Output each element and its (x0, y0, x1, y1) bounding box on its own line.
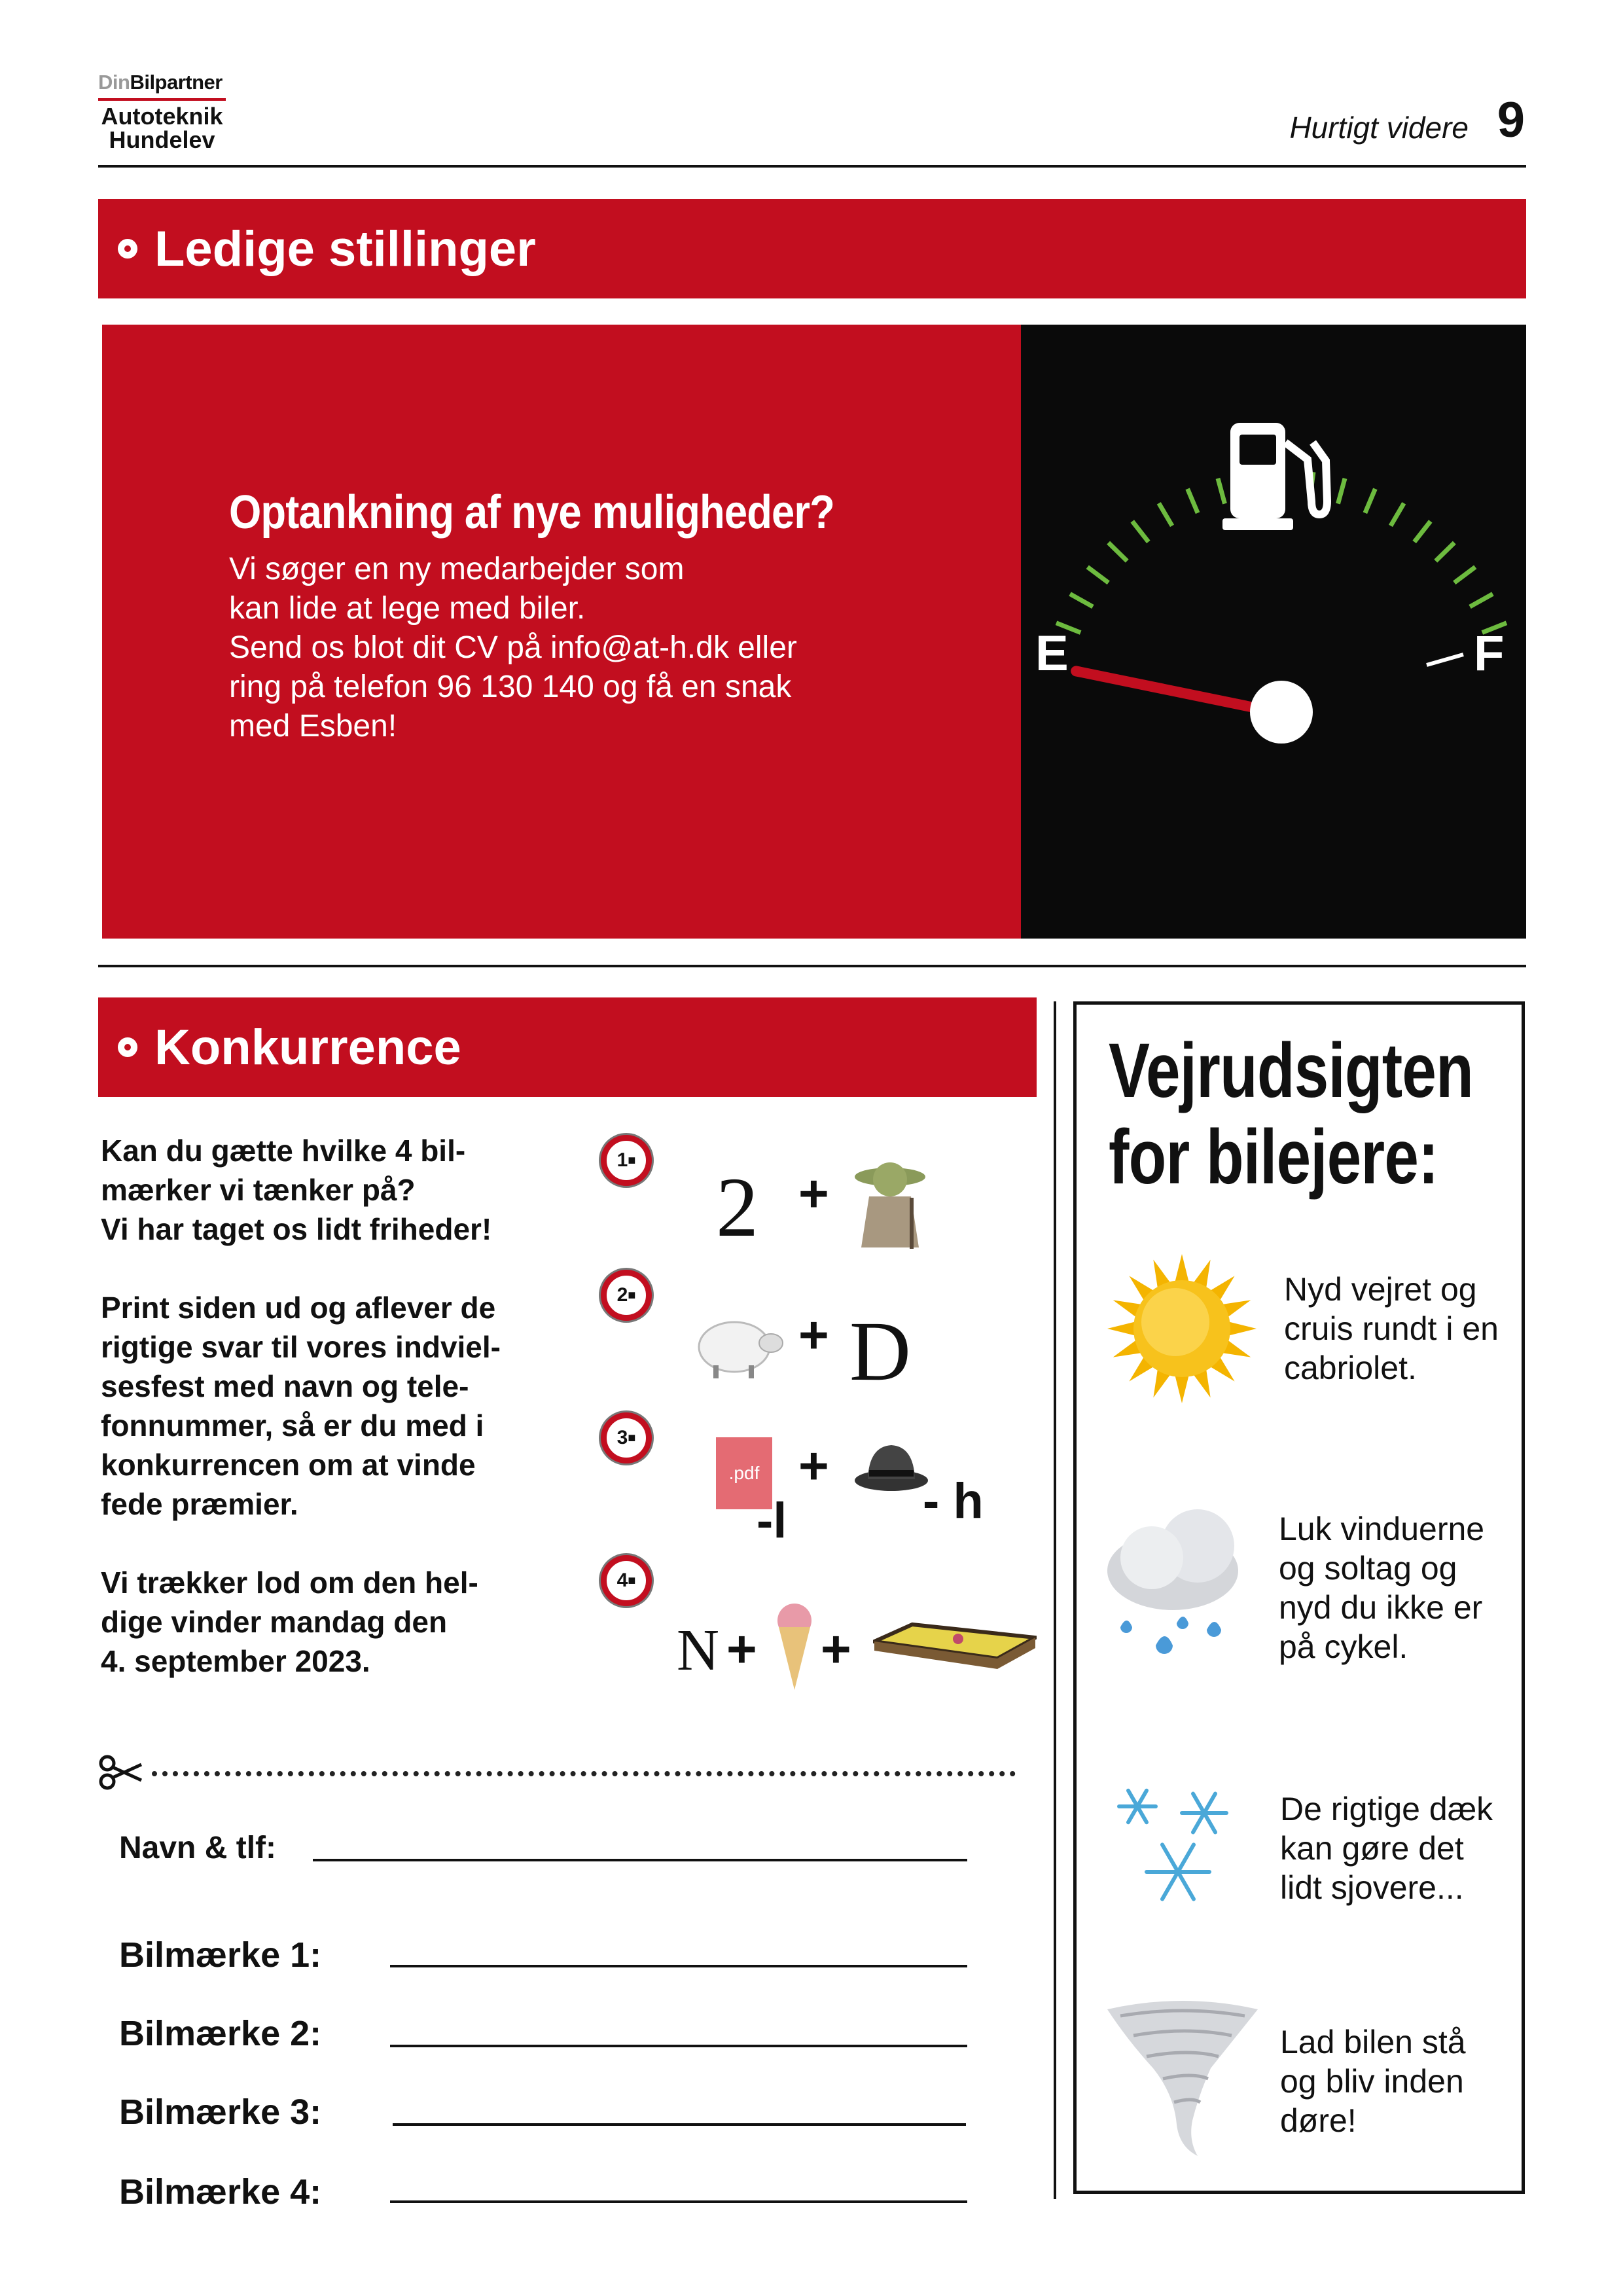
puzzle-2-letter: D (849, 1304, 911, 1399)
puzzle-badge-3: 3 ■ (601, 1412, 652, 1463)
gauge-tick (1365, 489, 1376, 513)
gauge-full-label: F (1474, 626, 1505, 681)
yoda-figure-icon (851, 1152, 929, 1250)
brand-3-label: Bilmærke 3: (119, 2092, 322, 2132)
weather-sun-text: Nyd vejret og cruis rundt i en cabriolet. (1284, 1271, 1499, 1386)
name-phone-field[interactable] (313, 1859, 967, 1861)
gauge-full-mark (1427, 655, 1463, 665)
puzzle-3-plus: + (798, 1437, 829, 1495)
snowflake-arm (1128, 1791, 1137, 1806)
puzzle-badge-2: 2 ■ (601, 1270, 652, 1321)
tornado-icon (1101, 1996, 1264, 2160)
gauge-tick (1414, 521, 1431, 542)
gauge-tick (1470, 594, 1493, 607)
weather-rain-text: Luk vinduerne og soltag og nyd du ikke er på cykel. (1279, 1511, 1485, 1665)
jobs-body: Vi søger en ny medarbejder som kan lide at lege med biler. Send os blot dit CV på info@at-h.dk eller ring på telefon 96 130 140 og få en snak med Esben! (229, 552, 797, 744)
puzzle-1-plus: + (798, 1164, 829, 1223)
gauge-empty-label: E (1035, 626, 1069, 681)
snowflake-arm (1137, 1806, 1147, 1822)
weather-title: Vejrudsigten for bilejere: (1109, 1028, 1473, 1200)
snowflake-arm (1178, 1872, 1194, 1899)
header-rule (98, 165, 1526, 168)
sheep-icon (694, 1309, 785, 1381)
contest-intro: Kan du gætte hvilke 4 bil- mærker vi tænker på? Vi har taget os lidt friheder! Print siden ud og aflever de rigtige svar til vores indviel- sesfest med navn og tele- fonnummer, så er du med i konkurrencen om at vinde fede præmier. Vi trækker lod om den hel- dige vinder mandag den 4. september 2023. (101, 1134, 501, 1678)
pdf-file-icon: .pdf (716, 1437, 772, 1509)
snowflake-arm (1178, 1844, 1194, 1872)
brand-2-field[interactable] (390, 2045, 967, 2047)
gauge-tick (1088, 567, 1109, 583)
sun-ray (1107, 1321, 1137, 1336)
puzzle-badge-4: 4 ■ (601, 1555, 652, 1606)
brand-1-label: Bilmærke 1: (119, 1935, 322, 1975)
fuel-gauge-panel (1021, 325, 1526, 939)
weather-tornado-text: Lad bilen stå og bliv inden døre! (1280, 2024, 1466, 2139)
gauge-tick (1338, 478, 1345, 504)
snowflake-arm (1204, 1794, 1215, 1813)
puzzle-badge-1: 1 ■ (601, 1135, 652, 1186)
column-divider (1054, 1001, 1056, 2199)
brand-1-field[interactable] (390, 1965, 967, 1967)
brand-4-label: Bilmærke 4: (119, 2172, 322, 2212)
puzzle-3-minus-h: - h (923, 1473, 984, 1529)
rain-cloud-icon (1099, 1499, 1257, 1672)
snowflake-arm (1193, 1813, 1204, 1832)
puzzle-4-plus-1: + (726, 1620, 757, 1678)
ice-cream-icon (775, 1601, 814, 1693)
logo-rule (98, 98, 226, 101)
gauge-tick (1159, 503, 1172, 526)
bullet-icon (118, 1037, 137, 1057)
logo-name: Autoteknik Hundelev (101, 103, 223, 153)
snowflake-arm (1128, 1806, 1137, 1822)
gauge-tick (1218, 478, 1224, 504)
sun-icon (1105, 1251, 1259, 1406)
page-number: 9 (1497, 92, 1525, 148)
jobs-heading: Ledige stillinger (154, 221, 536, 277)
sandbox-icon (873, 1622, 1037, 1674)
name-phone-label: Navn & tlf: (119, 1831, 276, 1865)
contest-heading: Konkurrence (154, 1019, 461, 1075)
contest-heading-bar (98, 997, 1037, 1097)
logo-dinbilpartner: DinBilpartner (98, 71, 223, 94)
brand-3-field[interactable] (393, 2123, 966, 2126)
gauge-tick (1454, 567, 1475, 583)
gauge-hub (1250, 681, 1313, 744)
jobs-heading-bar (98, 199, 1526, 298)
puzzle-2-plus: + (798, 1306, 829, 1364)
hat-icon (852, 1437, 931, 1496)
snowflake-arm (1137, 1791, 1147, 1806)
bullet-icon (118, 239, 137, 259)
snowflake-arm (1193, 1794, 1204, 1813)
puzzle-1-number: 2 (716, 1160, 758, 1255)
brand-2-label: Bilmærke 2: (119, 2014, 322, 2053)
gauge-tick (1391, 503, 1404, 526)
brand-4-field[interactable] (390, 2200, 967, 2203)
scissors-icon (98, 1754, 144, 1791)
cut-line (152, 1771, 1016, 1776)
fuel-pump-icon (1222, 423, 1327, 530)
snowflake-arm (1204, 1813, 1215, 1832)
snowflake-arm (1162, 1844, 1178, 1872)
jobs-title: Optankning af nye muligheder? (229, 486, 834, 539)
sun-ray (1175, 1374, 1189, 1403)
puzzle-4-letter: N (677, 1618, 719, 1683)
section-rule (98, 965, 1526, 967)
gauge-tick (1188, 489, 1198, 513)
snowflake-icon (1115, 1780, 1246, 1911)
sun-ray (1227, 1321, 1257, 1336)
weather-snow-text: De rigtige dæk kan gøre det lidt sjovere... (1280, 1791, 1493, 1906)
gauge-tick (1109, 543, 1128, 561)
fuel-gauge-icon (1021, 325, 1526, 939)
gauge-tick (1436, 543, 1455, 561)
snowflake-arm (1162, 1872, 1178, 1899)
section-tag: Hurtigt videre (1289, 111, 1469, 145)
gauge-tick (1070, 594, 1093, 607)
puzzle-3-minus-l: -l (757, 1493, 787, 1549)
puzzle-4-plus-2: + (821, 1620, 851, 1678)
sun-ray (1175, 1254, 1189, 1283)
gauge-tick (1132, 521, 1149, 542)
